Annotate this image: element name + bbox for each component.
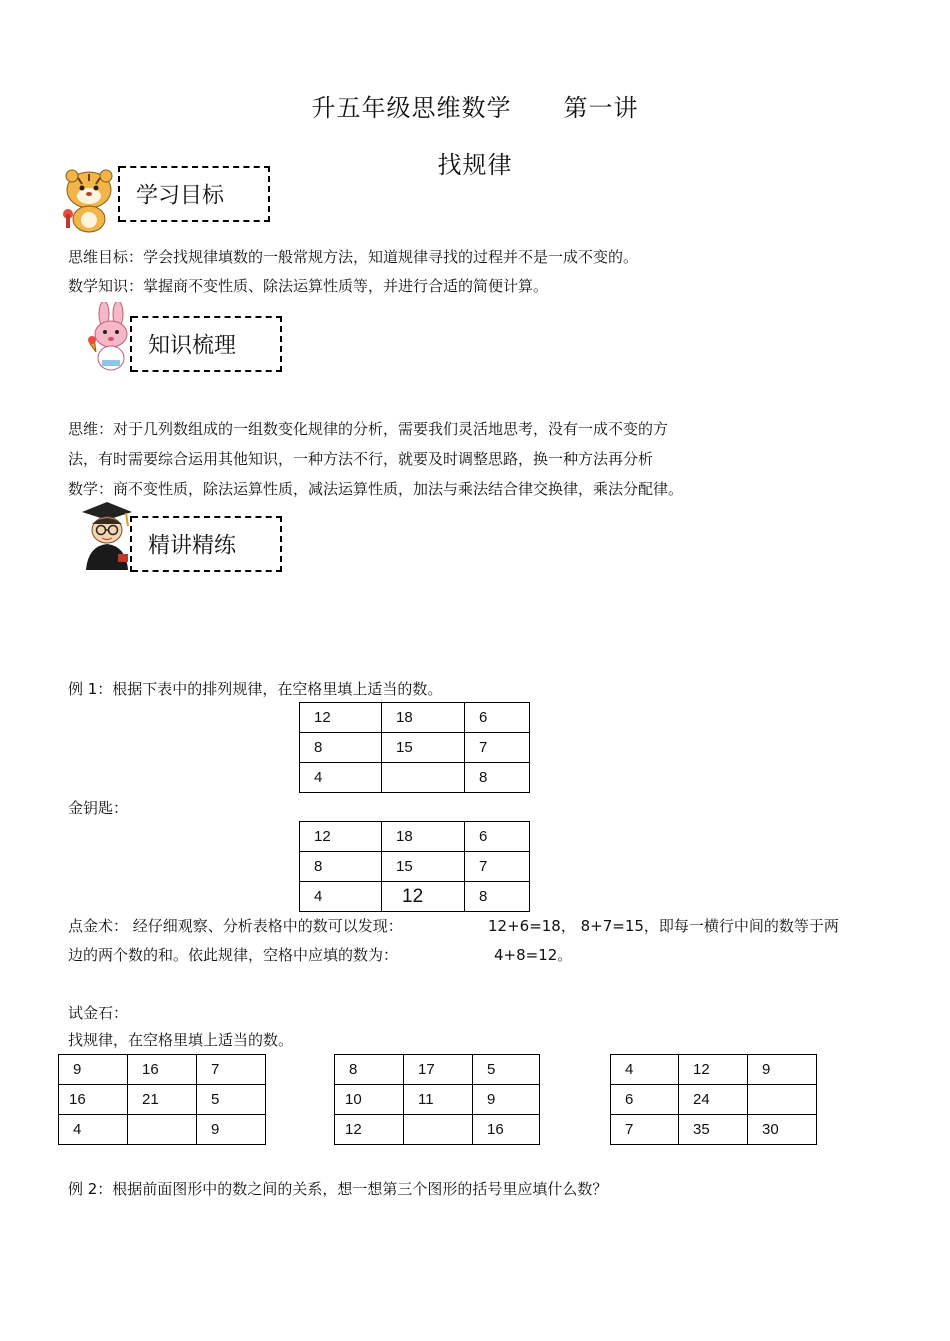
example2-prompt: 例 2：根据前面图形中的数之间的关系，想一想第三个图形的括号里应填什么数？ xyxy=(68,1180,608,1198)
table-row xyxy=(611,1085,817,1115)
answer-cell: 12 xyxy=(382,882,465,912)
table-cell: 8 xyxy=(300,733,382,763)
key-label: 金钥匙： xyxy=(68,799,129,817)
section-label-goals: 学习目标 xyxy=(136,183,225,209)
table-row xyxy=(300,882,530,912)
table-row xyxy=(300,763,530,793)
table-cell: 35 xyxy=(679,1115,748,1145)
table-cell: 4 xyxy=(300,882,382,912)
review-line-1: 思维：对于几列数组成的一组数变化规律的分析，需要我们灵活地思考，没有一成不变的方 xyxy=(68,420,669,438)
table-cell: 4 xyxy=(611,1055,679,1085)
page-subtitle: 找规律 xyxy=(437,151,513,179)
table-row xyxy=(335,1115,540,1145)
example1-answer-table xyxy=(299,821,530,912)
table-cell: 24 xyxy=(679,1085,748,1115)
table-row xyxy=(611,1055,817,1085)
trial-table-1 xyxy=(58,1054,266,1145)
section-label-review: 知识梳理 xyxy=(148,333,237,359)
trial-table-3 xyxy=(610,1054,817,1145)
example1-table xyxy=(299,702,530,793)
table-cell: 12 xyxy=(335,1115,404,1145)
rabbit-mascot-icon xyxy=(82,302,134,372)
trial-table-2 xyxy=(334,1054,540,1145)
table-cell: 6 xyxy=(465,703,530,733)
table-cell: 30 xyxy=(748,1115,817,1145)
hint-line-1b: 12+6=18， 8+7=15，即每一横行中间的数等于两 xyxy=(488,917,839,935)
title-right: 第一讲 xyxy=(563,94,639,122)
table-cell: 7 xyxy=(465,733,530,763)
table-cell: 8 xyxy=(335,1055,404,1085)
section-header-goals xyxy=(120,166,270,222)
table-row xyxy=(59,1055,266,1085)
table-cell: 16 xyxy=(128,1055,197,1085)
table-cell: 6 xyxy=(465,822,530,852)
table-cell: 6 xyxy=(611,1085,679,1115)
table-cell: 12 xyxy=(300,822,382,852)
table-row xyxy=(300,852,530,882)
hint-line-1a: 点金术： 经仔细观察、分析表格中的数可以发现： xyxy=(68,917,403,935)
table-cell: 15 xyxy=(382,733,465,763)
goals-line-1: 思维目标：学会找规律填数的一般常规方法，知道规律寻找的过程并不是一成不变的。 xyxy=(68,248,639,266)
table-cell: 5 xyxy=(473,1055,540,1085)
table-cell: 7 xyxy=(465,852,530,882)
table-cell xyxy=(382,763,465,793)
trial-prompt: 找规律，在空格里填上适当的数。 xyxy=(68,1031,294,1049)
example1-prompt: 例 1：根据下表中的排列规律，在空格里填上适当的数。 xyxy=(68,680,443,698)
table-row xyxy=(59,1115,266,1145)
table-cell: 9 xyxy=(197,1115,266,1145)
table-cell: 17 xyxy=(404,1055,473,1085)
table-cell: 11 xyxy=(404,1085,473,1115)
table-cell: 10 xyxy=(335,1085,404,1115)
page-title xyxy=(0,88,950,123)
table-row xyxy=(300,822,530,852)
goals-line-2: 数学知识：掌握商不变性质、除法运算性质等，并进行合适的简便计算。 xyxy=(68,277,549,295)
table-cell: 8 xyxy=(465,763,530,793)
table-cell: 16 xyxy=(59,1085,128,1115)
table-row xyxy=(335,1055,540,1085)
table-cell xyxy=(748,1085,817,1115)
table-cell: 8 xyxy=(300,852,382,882)
section-label-practice: 精讲精练 xyxy=(148,533,237,559)
table-cell: 16 xyxy=(473,1115,540,1145)
table-cell: 4 xyxy=(300,763,382,793)
table-cell: 12 xyxy=(679,1055,748,1085)
graduate-mascot-icon xyxy=(80,500,134,572)
title-left: 升五年级思维数学 xyxy=(311,94,512,122)
table-cell: 7 xyxy=(197,1055,266,1085)
hint-line-2b: 4+8=12。 xyxy=(494,946,573,964)
table-cell: 15 xyxy=(382,852,465,882)
table-row xyxy=(59,1085,266,1115)
table-row xyxy=(300,703,530,733)
table-row xyxy=(611,1115,817,1145)
table-cell: 9 xyxy=(59,1055,128,1085)
review-line-3: 数学：商不变性质，除法运算性质，减法运算性质，加法与乘法结合律交换律，乘法分配律。 xyxy=(68,480,684,498)
hint-line-2a: 边的两个数的和。依此规律，空格中应填的数为： xyxy=(68,946,399,964)
table-cell: 21 xyxy=(128,1085,197,1115)
table-cell: 12 xyxy=(300,703,382,733)
table-cell: 18 xyxy=(382,703,465,733)
table-cell: 4 xyxy=(59,1115,128,1145)
table-cell: 5 xyxy=(197,1085,266,1115)
trial-label: 试金石： xyxy=(68,1004,129,1022)
table-cell: 8 xyxy=(465,882,530,912)
section-header-practice xyxy=(132,516,282,572)
table-row xyxy=(300,733,530,763)
table-cell: 18 xyxy=(382,822,465,852)
table-cell: 9 xyxy=(473,1085,540,1115)
review-line-2: 法，有时需要综合运用其他知识，一种方法不行，就要及时调整思路，换一种方法再分析 xyxy=(68,450,654,468)
table-cell xyxy=(404,1115,473,1145)
tiger-mascot-icon xyxy=(56,164,122,234)
table-cell xyxy=(128,1115,197,1145)
table-cell: 7 xyxy=(611,1115,679,1145)
table-cell: 9 xyxy=(748,1055,817,1085)
table-row xyxy=(335,1085,540,1115)
section-header-review xyxy=(132,316,282,372)
